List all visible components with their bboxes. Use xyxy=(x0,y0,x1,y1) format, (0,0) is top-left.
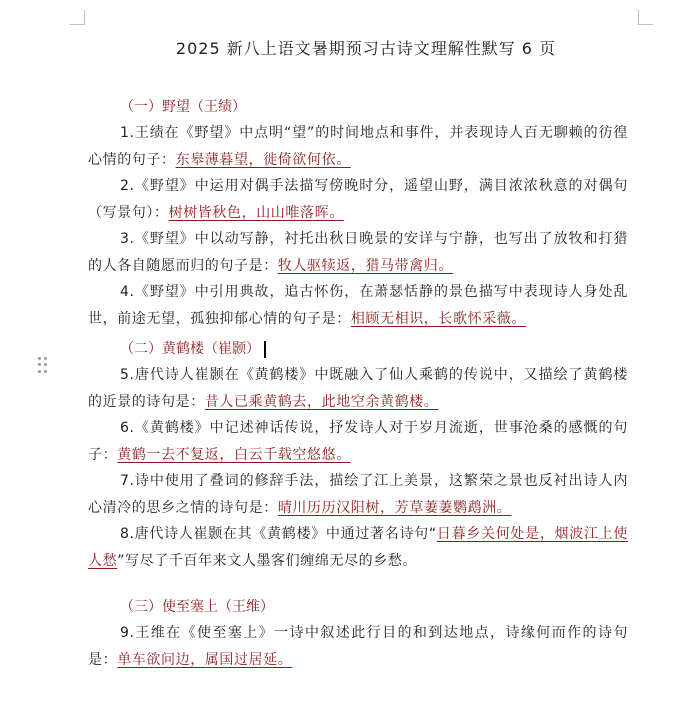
drag-handle-icon[interactable] xyxy=(38,357,48,373)
section-heading-1: （一）野望（王绩） xyxy=(120,99,246,115)
answer-2: 树树皆秋色，山山唯落晖。 xyxy=(168,204,344,221)
text-cursor xyxy=(264,341,266,358)
question-2: 2.《野望》中运用对偶手法描写傍晚时分，遥望山野，满目浓浓秋意的对偶句（写景句）：树树皆秋色，山山唯落晖。 xyxy=(88,178,628,221)
answer-5: 昔人已乘黄鹤去，此地空余黄鹤楼。 xyxy=(204,393,439,410)
answer-1: 东皋薄暮望，徙倚欲何依。 xyxy=(175,151,351,168)
question-9: 9.王维在《使至塞上》一诗中叙述此行目的和到达地点，诗缘何而作的诗句是：单车欲问边，属国过居延。 xyxy=(88,625,628,668)
question-3: 3.《野望》中以动写静，衬托出秋日晚景的安详与宁静，也写出了放牧和打猎的人各自随愿而归的句子是：牧人驱犊返，猎马带禽归。 xyxy=(88,231,628,274)
answer-9: 单车欲问边，属国过居延。 xyxy=(117,651,293,668)
answer-6: 黄鹤一去不复返，白云千载空悠悠。 xyxy=(117,446,351,463)
answer-4: 相顾无相识，长歌怀采薇。 xyxy=(350,310,527,327)
page-title: 2025 新八上语文暑期预习古诗文理解性默写 6 页 xyxy=(175,39,557,58)
answer-3: 牧人驱犊返，猎马带禽归。 xyxy=(277,257,454,274)
section-heading-3: （三）使至塞上（王维） xyxy=(120,599,274,615)
question-6: 6.《黄鹤楼》中记述神话传说，抒发诗人对于岁月流逝，世事沧桑的感慨的句子：黄鹤一去不复返，白云千载空悠悠。 xyxy=(88,420,628,463)
question-5: 5.唐代诗人崔颢在《黄鹤楼》中既融入了仙人乘鹤的传说中，又描绘了黄鹤楼的近景的诗句是：昔人已乘黄鹤去，此地空余黄鹤楼。 xyxy=(88,367,628,410)
question-4: 4.《野望》中引用典故，追古怀伤，在萧瑟恬静的景色描写中表现诗人身处乱世，前途无望，孤独抑郁心情的句子是：相顾无相识，长歌怀采薇。 xyxy=(88,284,628,327)
answer-7: 晴川历历汉阳树，芳草萋萋鹦鹉洲。 xyxy=(277,499,512,516)
question-1: 1.王绩在《野望》中点明“望”的时间地点和事件，并表现诗人百无聊赖的彷徨心情的句子：东皋薄暮望，徙倚欲何依。 xyxy=(88,125,628,168)
page-corner-mark-right xyxy=(638,10,653,25)
question-7: 7.诗中使用了叠词的修辞手法，描绘了江上美景，这繁荣之景也反衬出诗人内心清冷的思乡之情的诗句是：晴川历历汉阳树，芳草萋萋鹦鹉洲。 xyxy=(88,473,628,516)
answer-8: 日暮乡关何处是，烟波江上使人愁 xyxy=(88,526,628,569)
document-body[interactable] xyxy=(88,90,628,673)
section-heading-2: （二）黄鹤楼（崔颢） xyxy=(88,336,628,362)
page-corner-mark-left xyxy=(70,10,85,25)
question-8: 8.唐代诗人崔颢在其《黄鹤楼》中通过著名诗句“日暮乡关何处是，烟波江上使人愁”写尽了千百年来文人墨客们缠绵无尽的乡愁。 xyxy=(88,526,628,569)
